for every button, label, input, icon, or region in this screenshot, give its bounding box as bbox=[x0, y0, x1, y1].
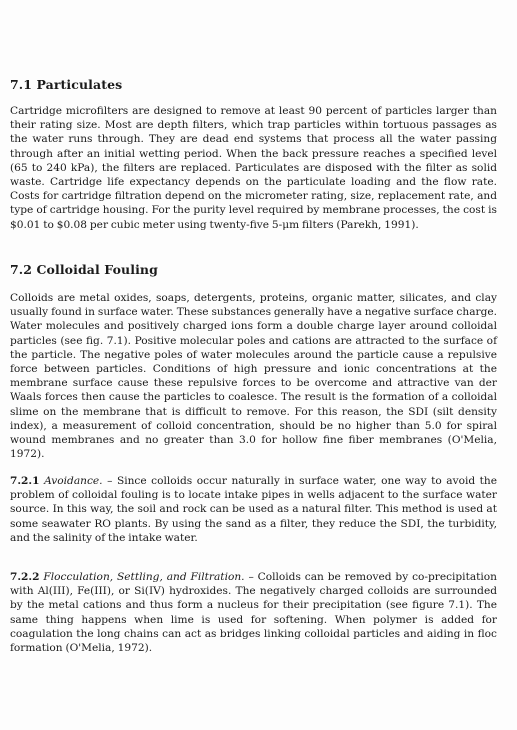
subsection-flocculation bbox=[10, 570, 497, 655]
subsection-number: 7.2.1 bbox=[10, 475, 40, 487]
subsection-body: – Since colloids occur naturally in surface water, one way to avoid the problem of colloidal fouling is to locate intake pipes in wells adjacent to the surface water source. In this way, the soil and rock can be used as a natural filter. This method is used at some seawater RO plants. By using the sand as a filter, they reduce the SDI, the turbidity, and the salinity of the intake water. bbox=[10, 475, 498, 544]
section-heading-particulates: 7.1 Particulates bbox=[10, 77, 123, 92]
paragraph-particulates: Cartridge microfilters are designed to remove at least 90 percent of particles larger than their rating size. Most are depth filters, which trap particles within tortuous passages as the water runs through. They are dead end systems that process all the water passing through after an initial wetting period. When the back pressure reaches a specified level (65 to 240 kPa), the filters are replaced. Particulates are disposed with the filter as solid waste. Cartridge life expectancy depends on the particulate loading and the flow rate. Costs for cartridge filtration depend on the micrometer rating, size, replacement rate, and type of cartridge housing. For the purity level required by membrane processes, the cost is $0.01 to $0.08 per cubic meter using twenty-five 5-μm filters (Parekh, 1991). bbox=[10, 105, 497, 231]
paragraph-colloidal-fouling: Colloids are metal oxides, soaps, detergents, proteins, organic matter, silicates, and clay usually found in surface water. These substances generally have a negative surface charge. Water molecules and positively charged ions form a double charge layer around colloidal particles (see fig. 7.1). Positive molecular poles and cations are attracted to the surface of the particle. The negative poles of water molecules around the particle cause a repulsive force between particles. Conditions of high pressure and ionic concentrations at the membrane surface cause these repulsive forces to be overcome and attractive van der Waals forces then cause the particles to coalesce. The result is the formation of a colloidal slime on the membrane that is difficult to remove. For this reason, the SDI (silt density index), a measurement of colloid concentration, should be no higher than 5.0 for spiral wound membranes and no greater than 3.0 for hollow fine fiber membranes (O'Melia, 1972). bbox=[10, 292, 497, 461]
subsection-avoidance bbox=[10, 474, 497, 545]
subsection-title: Avoidance. bbox=[44, 475, 103, 487]
section-heading-colloidal-fouling: 7.2 Colloidal Fouling bbox=[10, 262, 158, 277]
subsection-title: Flocculation, Settling, and Filtration. bbox=[43, 571, 245, 583]
subsection-number: 7.2.2 bbox=[10, 571, 40, 583]
subsection-body: – Colloids can be removed by co-precipitation with Al(III), Fe(III), or Si(IV) hydroxides. The negatively charged colloids are surrounded by the metal cations and thus form a nucleus for their precipitation (see figure 7.1). The same thing happens when lime is used for softening. When polymer is added for coagulation the long chains can act as bridges linking colloidal particles and aiding in floc formation (O'Melia, 1972). bbox=[10, 571, 497, 655]
